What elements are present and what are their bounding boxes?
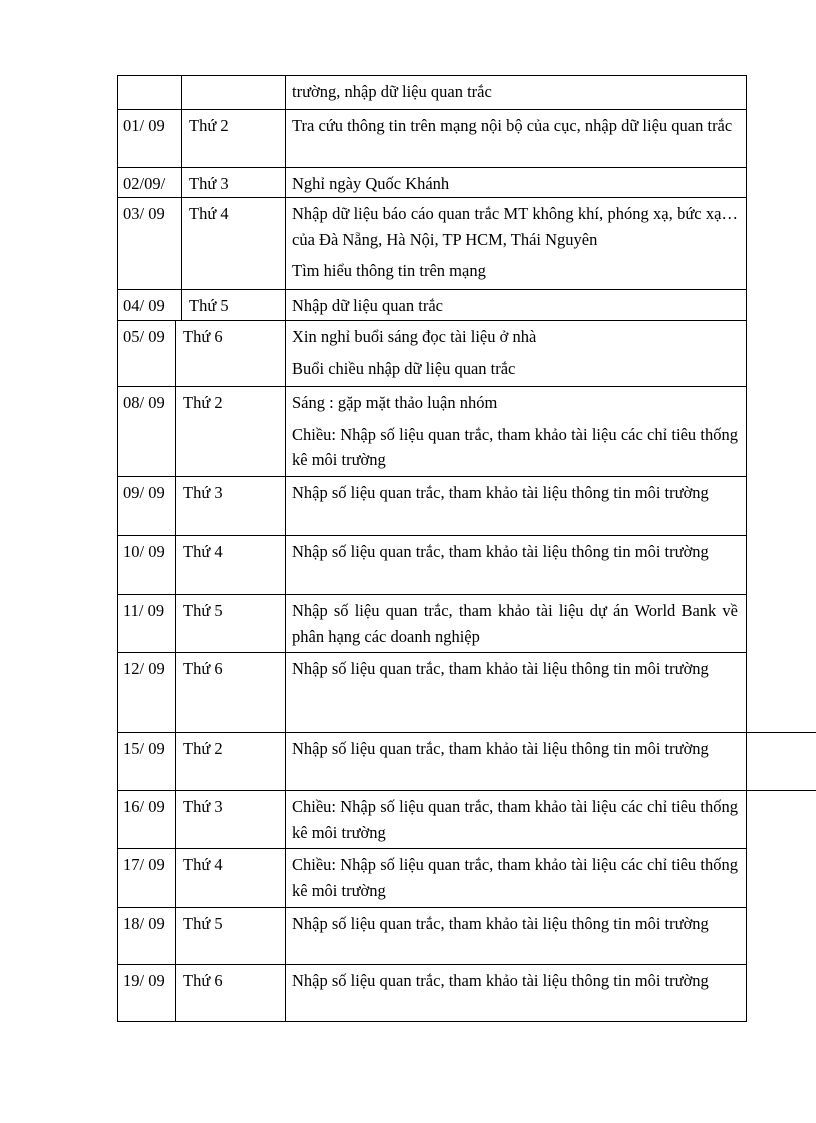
table-col-border: [175, 848, 176, 908]
table-col-border: [746, 732, 747, 791]
task-text: Buổi chiều nhập dữ liệu quan trắc: [292, 358, 516, 378]
date-cell: 02/09/: [123, 174, 166, 193]
table-col-border: [746, 167, 747, 198]
table-col-border: [117, 109, 118, 168]
weekday-cell: Thứ 2: [183, 393, 223, 412]
date-cell: 03/ 09: [123, 204, 165, 223]
table-col-border: [285, 167, 286, 198]
table-col-border: [175, 790, 176, 849]
table-col-border: [117, 964, 118, 1022]
task-cell: [292, 968, 738, 994]
task-cell: [292, 852, 738, 903]
table-col-border: [746, 320, 747, 387]
task-cell: [292, 324, 738, 381]
table-col-border: [117, 320, 118, 387]
task-text: Sáng : gặp mặt thảo luận nhóm: [292, 393, 498, 412]
task-cell: [292, 480, 738, 506]
table-col-border: [285, 848, 286, 908]
table-col-border: [285, 594, 286, 653]
table-col-border: [175, 535, 176, 595]
weekday-cell: Thứ 6: [183, 659, 223, 678]
table-row-border: [117, 109, 747, 110]
table-col-border: [117, 197, 118, 290]
task-cell: [292, 794, 738, 845]
table-col-border: [175, 594, 176, 653]
task-cell: [292, 736, 738, 762]
task-text: Nhập số liệu quan trắc, tham khảo tài liệu thông tin môi trường: [292, 914, 709, 933]
table-col-border: [117, 652, 118, 733]
table-row-border: [117, 167, 747, 168]
table-col-border: [285, 790, 286, 849]
date-cell: 16/ 09: [123, 797, 165, 816]
date-cell: 19/ 09: [123, 971, 165, 990]
task-text: Nhập số liệu quan trắc, tham khảo tài liệu thông tin môi trường: [292, 739, 709, 758]
table-row-border: [117, 1021, 747, 1022]
date-cell: 05/ 09: [123, 327, 165, 346]
date-cell: 04/ 09: [123, 296, 165, 315]
weekday-cell: Thứ 4: [183, 542, 223, 561]
table-col-border: [746, 790, 747, 849]
table-col-border: [285, 197, 286, 290]
table-row-border: [117, 386, 747, 387]
table-row-border: [117, 197, 747, 198]
weekday-cell: Thứ 5: [189, 296, 229, 315]
table-col-border: [285, 75, 286, 110]
table-col-border: [117, 848, 118, 908]
table-col-border: [117, 907, 118, 965]
task-cell: [292, 113, 738, 139]
weekday-cell: Thứ 2: [189, 116, 229, 135]
date-cell: 01/ 09: [123, 116, 165, 135]
table-col-border: [117, 790, 118, 849]
table-col-border: [181, 109, 182, 168]
table-col-border: [285, 732, 286, 791]
table-col-border: [175, 652, 176, 733]
table-col-border: [181, 289, 182, 321]
task-cell: [292, 171, 738, 197]
table-col-border: [175, 964, 176, 1022]
table-col-border: [117, 75, 118, 110]
task-text: Nghỉ ngày Quốc Khánh: [292, 174, 450, 193]
task-cell: [292, 539, 738, 565]
table-col-border: [117, 289, 118, 321]
table-row-border: [117, 535, 747, 536]
date-cell: 11/ 09: [123, 601, 165, 620]
table-row-border: [117, 732, 816, 733]
table-row-border: [117, 75, 747, 76]
task-cell: [292, 390, 738, 473]
table-col-border: [746, 197, 747, 290]
table-col-border: [181, 197, 182, 290]
weekday-cell: Thứ 3: [183, 483, 223, 502]
table-row-border: [117, 848, 747, 849]
date-cell: 08/ 09: [123, 393, 165, 412]
table-col-border: [746, 848, 747, 908]
weekday-cell: Thứ 6: [183, 971, 223, 990]
task-text: trường, nhập dữ liệu quan trắc: [292, 82, 492, 101]
table-row-border: [117, 320, 747, 321]
table-col-border: [285, 476, 286, 536]
table-col-border: [285, 535, 286, 595]
table-col-border: [746, 594, 747, 653]
weekday-cell: Thứ 5: [183, 601, 223, 620]
table-col-border: [746, 109, 747, 168]
task-cell: [292, 79, 738, 105]
table-col-border: [285, 907, 286, 965]
table-col-border: [181, 75, 182, 110]
table-col-border: [746, 386, 747, 477]
table-col-border: [285, 964, 286, 1022]
table-col-border: [175, 476, 176, 536]
date-cell: 10/ 09: [123, 542, 165, 561]
table-col-border: [285, 289, 286, 321]
task-text: Chiều: Nhập số liệu quan trắc, tham khảo tài liệu các chỉ tiêu thống kê môi trường: [292, 797, 738, 842]
date-cell: 12/ 09: [123, 659, 165, 678]
date-cell: 17/ 09: [123, 855, 165, 874]
weekday-cell: Thứ 6: [183, 327, 223, 346]
table-col-border: [175, 320, 176, 387]
table-col-border: [746, 964, 747, 1022]
weekday-cell: Thứ 4: [183, 855, 223, 874]
table-row-border: [117, 907, 747, 908]
task-text: Nhập số liệu quan trắc, tham khảo tài liệu thông tin môi trường: [292, 971, 709, 990]
date-cell: 18/ 09: [123, 914, 165, 933]
task-cell: [292, 598, 738, 649]
table-col-border: [746, 907, 747, 965]
weekday-cell: Thứ 2: [183, 739, 223, 758]
table-col-border: [117, 535, 118, 595]
date-cell: 09/ 09: [123, 483, 165, 502]
task-text: Tra cứu thông tin trên mạng nội bộ của cục, nhập dữ liệu quan trắc: [292, 116, 733, 135]
task-text: Nhập số liệu quan trắc, tham khảo tài liệu dự án World Bank về phân hạng các doanh nghiệp: [292, 601, 738, 646]
table-col-border: [746, 476, 747, 536]
table-col-border: [746, 535, 747, 595]
table-col-border: [117, 386, 118, 477]
task-text: Nhập số liệu quan trắc, tham khảo tài liệu thông tin môi trường: [292, 542, 709, 561]
table-row-border: [117, 289, 747, 290]
table-col-border: [175, 386, 176, 477]
table-col-border: [285, 320, 286, 387]
table-col-border: [117, 476, 118, 536]
task-text: Nhập số liệu quan trắc, tham khảo tài liệu thông tin môi trường: [292, 659, 709, 678]
task-text: Nhập số liệu quan trắc, tham khảo tài liệu thông tin môi trường: [292, 483, 709, 502]
table-col-border: [746, 75, 747, 110]
weekday-cell: Thứ 4: [189, 204, 229, 223]
table-col-border: [746, 652, 747, 733]
table-col-border: [285, 386, 286, 477]
task-cell: [292, 293, 738, 319]
table-col-border: [117, 167, 118, 198]
task-cell: [292, 656, 738, 682]
table-col-border: [175, 732, 176, 791]
table-col-border: [181, 167, 182, 198]
table-row-border: [117, 594, 747, 595]
table-col-border: [285, 109, 286, 168]
table-col-border: [746, 289, 747, 321]
task-text: Chiều: Nhập số liệu quan trắc, tham khảo tài liệu các chỉ tiêu thống kê môi trường: [292, 424, 738, 469]
table-row-border: [117, 790, 816, 791]
table-row-border: [117, 652, 747, 653]
table-col-border: [285, 652, 286, 733]
weekday-cell: Thứ 5: [183, 914, 223, 933]
weekday-cell: Thứ 3: [183, 797, 223, 816]
task-text: Tìm hiểu thông tin trên mạng: [292, 261, 486, 280]
task-text: Chiều: Nhập số liệu quan trắc, tham khảo tài liệu các chỉ tiêu thống kê môi trường: [292, 855, 738, 900]
table-col-border: [117, 594, 118, 653]
task-cell: [292, 911, 738, 937]
task-cell: [292, 201, 738, 284]
table-col-border: [175, 907, 176, 965]
table-row-border: [117, 476, 747, 477]
table-row-border: [117, 964, 747, 965]
task-text: Nhập dữ liệu báo cáo quan trắc MT không khí, phóng xạ, bức xạ…của Đà Nẵng, Hà Nội, TP HCM, Thái Nguyên: [292, 204, 738, 249]
date-cell: 15/ 09: [123, 739, 165, 758]
task-text: Nhập dữ liệu quan trắc: [292, 296, 443, 315]
table-col-border: [117, 732, 118, 791]
weekday-cell: Thứ 3: [189, 174, 229, 193]
task-text: Xin nghỉ buổi sáng đọc tài liệu ở nhà: [292, 327, 537, 346]
